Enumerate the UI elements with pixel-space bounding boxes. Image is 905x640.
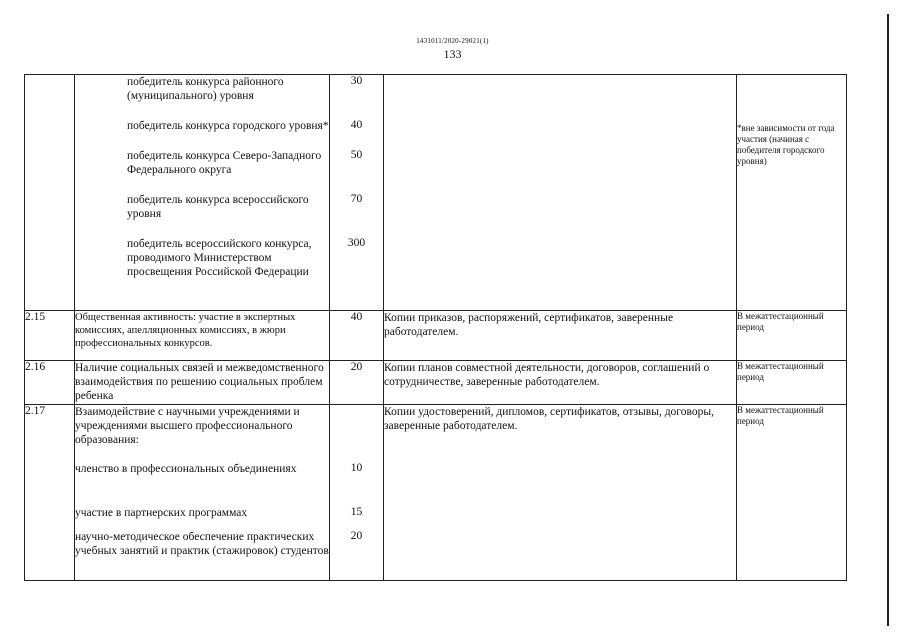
criterion-item: победитель конкурса Северо-Западного Федерального округа [127,150,322,176]
document-code: 1431011/2020-29021(1) [416,37,489,45]
period-cell: В межаттестационный период [737,405,847,581]
points-cell [330,75,384,311]
row-number: 2.17 [25,405,75,581]
page-number: 133 [443,47,462,61]
points-value: 15 [350,506,363,518]
criterion-heading: Взаимодействие с научными учреждениями и учреждениями высшего профессионального образования: [75,406,300,446]
points-cell: 40 [330,311,384,361]
points-value: 10 [350,462,363,474]
documents-cell: Копии удостоверений, дипломов, сертификатов, отзывы, договоры, заверенные работодателем. [384,405,737,581]
criterion-cell: Наличие социальных связей и межведомственного взаимодействия по решению социальных проблем ребенка [75,361,330,405]
row-number: 2.16 [25,361,75,405]
points-value: 30 [350,75,363,87]
table-row [25,361,847,405]
documents-cell [384,75,737,311]
table-row [25,405,847,581]
points-cell: 20 [330,361,384,405]
criterion-item: победитель конкурса всероссийского уровня [127,194,309,220]
criterion-item: участие в партнерских программах [75,507,248,519]
points-value: 40 [350,119,363,131]
note-cell: *вне зависимости от года участия (начиная с победителя городского уровня) [737,75,847,311]
criterion-item: членство в профессиональных объединениях [75,463,297,475]
criterion-item: победитель конкурса городского уровня* [127,120,329,132]
points-value: 300 [347,237,366,249]
table-row [25,75,847,311]
row-number [25,75,75,311]
points-cell [330,405,384,581]
criterion-cell: Общественная активность: участие в экспертных комиссиях, апелляционных комиссиях, в жюри профессиональных конкурсов. [75,311,330,361]
criteria-table [24,74,847,581]
criterion-item: победитель конкурса районного (муниципального) уровня [127,76,284,102]
points-value: 50 [350,149,363,161]
margin-rule [887,14,889,626]
criterion-cell [75,405,330,581]
documents-cell: Копии приказов, распоряжений, сертификатов, заверенные работодателем. [384,311,737,361]
row-number: 2.15 [25,311,75,361]
period-cell: В межаттестационный период [737,311,847,361]
criterion-cell [75,75,330,311]
points-value: 20 [350,530,363,542]
period-cell: В межаттестационный период [737,361,847,405]
points-value: 70 [350,193,363,205]
criterion-item: научно-методическое обеспечение практических учебных занятий и практик (стажировок) студентов [75,531,329,557]
documents-cell: Копии планов совместной деятельности, договоров, соглашений о сотрудничестве, заверенные работодателем. [384,361,737,405]
table-row [25,311,847,361]
criterion-item: победитель всероссийского конкурса, проводимого Министерством просвещения Российской Федерации [127,238,312,278]
